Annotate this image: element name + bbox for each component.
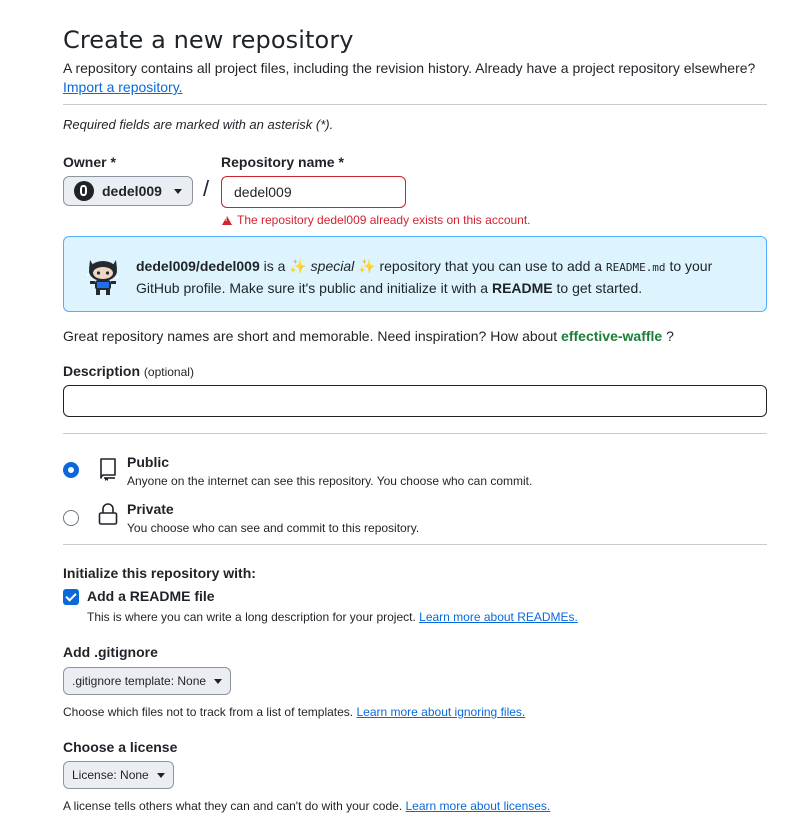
private-radio[interactable] (63, 510, 79, 526)
learn-ignoring-files-link[interactable]: Learn more about ignoring files. (356, 705, 526, 719)
gitignore-help-text: Choose which files not to track from a list of templates. (63, 705, 357, 719)
initialize-label: Initialize this repository with: (63, 565, 256, 581)
readme-emphasis: README (491, 280, 553, 296)
license-label: Choose a license (63, 739, 178, 755)
special-repo-notice (63, 236, 767, 312)
add-readme-label[interactable]: Add a README file (87, 588, 215, 604)
public-title: Public (127, 454, 170, 470)
license-dropdown[interactable] (63, 761, 174, 789)
name-suggestion (63, 328, 674, 344)
error-text: The repository dedel009 already exists on this account. (237, 213, 531, 227)
license-button-label: License: None (72, 768, 149, 782)
owner-name: dedel009 (102, 183, 162, 199)
special-repo-path: dedel009/dedel009 (136, 258, 260, 274)
lock-icon (97, 502, 119, 526)
owner-label: Owner * (63, 154, 116, 170)
avatar (74, 181, 94, 201)
owner-dropdown-button[interactable] (63, 176, 193, 206)
divider (63, 544, 767, 545)
chevron-down-icon (157, 773, 165, 778)
add-readme-checkbox[interactable] (63, 589, 79, 605)
gitignore-label: Add .gitignore (63, 644, 158, 660)
required-fields-note: Required fields are marked with an asterisk (*). (63, 117, 334, 132)
special-emphasis: special (310, 258, 355, 274)
description-input[interactable] (63, 385, 767, 417)
notice-text: to your (665, 258, 713, 274)
license-help (63, 799, 550, 813)
notice-text: is a (259, 258, 290, 274)
readme-filename: README.md (605, 261, 666, 274)
notice-text: repository that you can use to add a (375, 258, 606, 274)
description-label (63, 363, 194, 379)
readme-help (87, 610, 578, 624)
public-radio[interactable] (63, 462, 79, 478)
notice-text: to get started. (552, 280, 643, 296)
private-description: You choose who can see and commit to this repository. (127, 521, 420, 535)
gitignore-button-label: .gitignore template: None (72, 674, 207, 688)
alert-icon (222, 216, 232, 225)
chevron-down-icon (174, 189, 182, 194)
private-title: Private (127, 501, 174, 517)
suggested-name-link[interactable]: effective-waffle (561, 328, 663, 344)
repository-name-input[interactable] (221, 176, 406, 208)
optional-tag: (optional) (143, 365, 194, 379)
description-label-text: Description (63, 363, 141, 379)
sparkle-icon: ✨ (289, 258, 307, 274)
special-repo-text (136, 256, 746, 299)
repository-name-label: Repository name * (221, 154, 344, 170)
learn-readmes-link[interactable]: Learn more about READMEs. (419, 610, 578, 624)
owner-repo-separator: / (203, 176, 210, 201)
chevron-down-icon (214, 679, 222, 684)
gitignore-help (63, 705, 525, 719)
page-title: Create a new repository (63, 26, 354, 54)
gitignore-template-dropdown[interactable] (63, 667, 231, 695)
readme-help-text: This is where you can write a long description for your project. (87, 610, 420, 624)
license-help-text: A license tells others what they can and can't do with your code. (63, 799, 406, 813)
suggestion-text: Great repository names are short and memorable. Need inspiration? How about (63, 328, 562, 344)
notice-text: GitHub profile. Make sure it's public and initialize it with a (136, 280, 492, 296)
repo-icon (98, 457, 118, 481)
sparkle-icon: ✨ (358, 258, 376, 274)
octocat-icon (86, 254, 120, 296)
repository-name-error (222, 213, 531, 227)
public-description: Anyone on the internet can see this repository. You choose who can commit. (127, 474, 533, 488)
page-subtitle: A repository contains all project files, including the revision history. Already have a project repository elsewhere? (63, 60, 756, 76)
suggestion-suffix: ? (662, 328, 674, 344)
divider (63, 433, 767, 434)
import-repository-link[interactable]: Import a repository. (63, 79, 183, 95)
divider (63, 104, 767, 105)
learn-licenses-link[interactable]: Learn more about licenses. (405, 799, 551, 813)
